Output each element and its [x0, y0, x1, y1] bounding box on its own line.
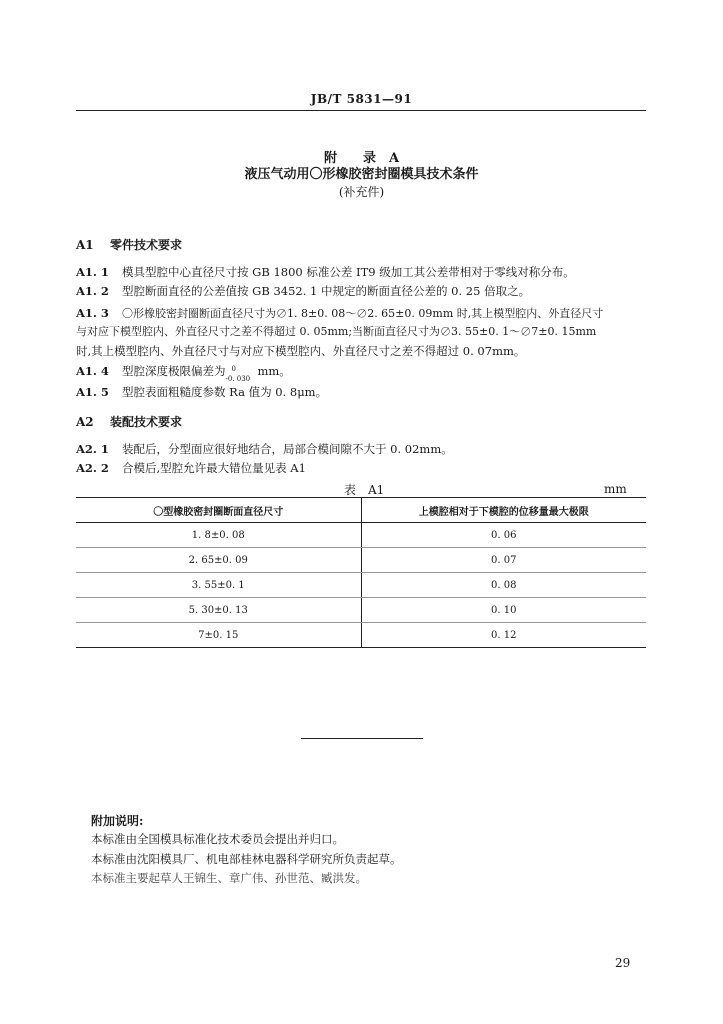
tolerance-value [225, 364, 258, 383]
additional-notes-heading: 附加说明: [91, 814, 144, 828]
clause-number: A1. 1 [76, 265, 109, 279]
section-title: 装配技术要求 [110, 415, 183, 429]
end-separator-line [301, 738, 423, 739]
clause-number: A1. 4 [76, 364, 109, 378]
section-a1-heading [76, 236, 182, 253]
clause-a1-3-line2: 与对应下模型腔内、外直径尺寸之差不得超过 0. 05mm;当断面直径尺寸为∅3. 55±0. 1～∅7±0. 15mm [76, 325, 597, 338]
section-title: 零件技术要求 [110, 238, 183, 252]
clause-number: A2. 2 [76, 461, 109, 475]
table-row [76, 623, 646, 648]
clause-a1-4 [76, 362, 291, 383]
clause-a1-5 [76, 383, 327, 401]
clause-a1-3 [76, 304, 603, 323]
appendix-title: 液压气动用〇形橡胶密封圈模具技术条件 [244, 167, 479, 182]
clause-text: 装配后，分型面应很好地结合，局部合模间隙不大于 0. 02mm。 [122, 442, 453, 456]
clause-text: 型腔表面粗糙度参数 Ra 值为 0. 8μm。 [122, 385, 328, 399]
tolerance-upper: 0 [231, 365, 236, 373]
note-line: 本标准由沈阳模具厂、机电部桂林电器科学研究所负责起草。 [91, 852, 402, 866]
clause-text: 〇形橡胶密封圈断面直径尺寸为∅1. 8±0. 08～∅2. 65±0. 09mm 时,其上模型腔内、外直径尺寸 [122, 307, 604, 320]
clause-text: 型腔断面直径的公差值按 GB 3452. 1 中规定的断面直径公差的 0. 25 倍取之。 [122, 284, 531, 298]
table-caption: 表 A1 [344, 483, 385, 497]
note-line: 本标准由全国模具标准化技术委员会提出并归口。 [91, 832, 344, 846]
clause-number: A1. 2 [76, 284, 109, 298]
clause-number: A2. 1 [76, 442, 109, 456]
table-cell-displacement: 0. 12 [361, 623, 646, 648]
table-cell-diameter: 5. 30±0. 13 [76, 598, 361, 623]
table-row [76, 548, 646, 573]
header-rule [76, 110, 646, 111]
standard-code-header: JB/T 5831—91 [310, 92, 413, 106]
clause-a1-3-line3: 时,其上模型腔内、外直径尺寸与对应下模型腔内、外直径尺寸之差不得超过 0. 07mm。 [76, 344, 526, 358]
page-number: 29 [615, 956, 631, 970]
table-cell-diameter: 2. 65±0. 09 [76, 548, 361, 573]
clause-number: A1. 3 [76, 306, 109, 320]
appendix-label: 附 录 A [323, 151, 400, 166]
appendix-subtitle: (补充件) [338, 185, 385, 199]
table-cell-diameter: 3. 55±0. 1 [76, 573, 361, 598]
clause-a2-2 [76, 459, 306, 477]
table-cell-displacement: 0. 10 [361, 598, 646, 623]
clause-a2-1 [76, 440, 453, 458]
clause-a1-2 [76, 282, 530, 300]
section-number: A1 [76, 238, 94, 252]
clause-number: A1. 5 [76, 385, 109, 399]
table-header-row [76, 498, 646, 523]
clause-text: 合模后,型腔允许最大错位量见表 A1 [122, 461, 306, 475]
table-row [76, 523, 646, 548]
clause-a1-1 [76, 263, 575, 281]
table-cell-displacement: 0. 07 [361, 548, 646, 573]
table-cell-diameter: 1. 8±0. 08 [76, 523, 361, 548]
column-header-diameter: 〇型橡胶密封圈断面直径尺寸 [76, 498, 361, 523]
table-row [76, 573, 646, 598]
clause-text: 型腔深度极限偏差为 [122, 364, 226, 378]
clause-text: 模具型腔中心直径尺寸按 GB 1800 标准公差 IT9 级加工其公差带相对于零线对称分布。 [122, 265, 575, 279]
tolerance-lower: -0. 030 [225, 375, 251, 383]
section-a2-heading [76, 413, 182, 430]
clause-text-unit: mm。 [257, 364, 291, 378]
table-row [76, 598, 646, 623]
note-line: 本标准主要起草人王锦生、章广伟、孙世范、臧洪发。 [91, 871, 367, 885]
table-cell-diameter: 7±0. 15 [76, 623, 361, 648]
tolerance-table [76, 497, 646, 648]
section-number: A2 [76, 415, 94, 429]
table-cell-displacement: 0. 06 [361, 523, 646, 548]
table-cell-displacement: 0. 08 [361, 573, 646, 598]
column-header-displacement: 上模腔相对于下模腔的位移量最大极限 [361, 498, 646, 523]
table-unit: mm [604, 482, 627, 496]
